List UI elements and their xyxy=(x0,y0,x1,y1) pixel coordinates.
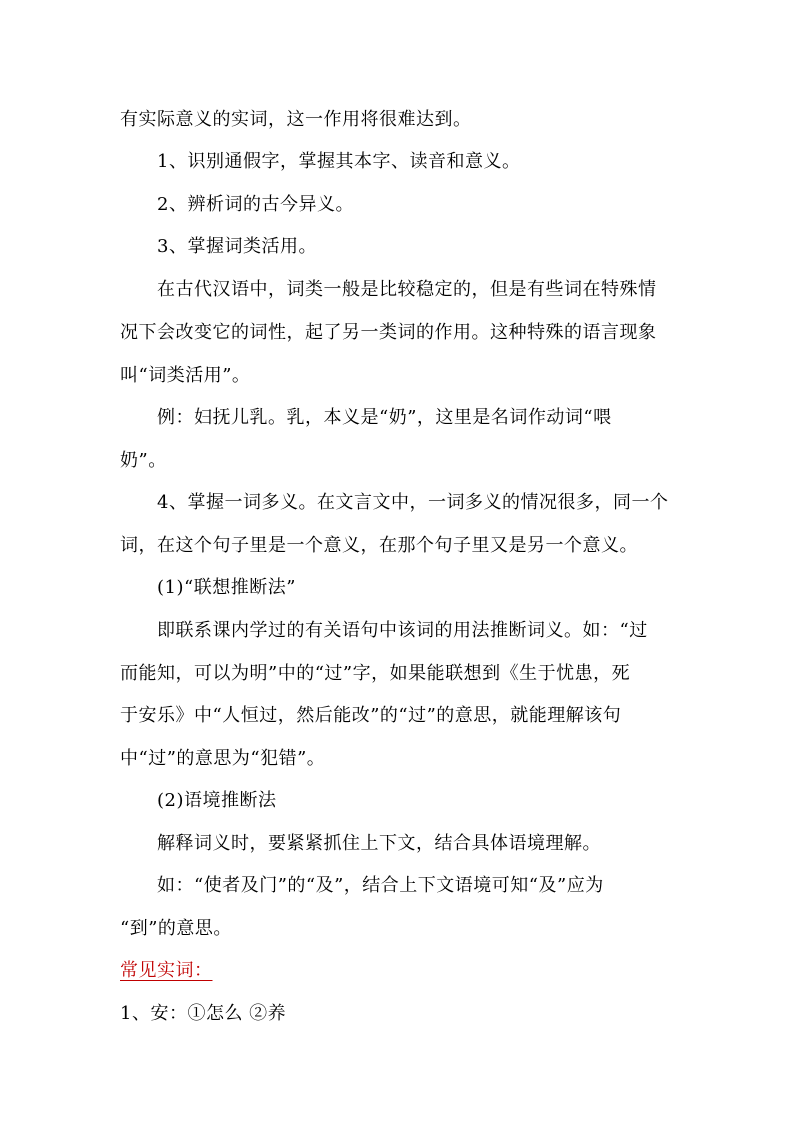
text-line: 词，在这个句子里是一个意义，在那个句子里又是另一个意义。 xyxy=(120,535,638,556)
list-item: 1、识别通假字，掌握其本字、读音和意义。 xyxy=(157,151,521,172)
text-line: 即联系课内学过的有关语句中该词的用法推断词义。如：“过 xyxy=(157,620,648,641)
text-line: 于安乐》中“人恒过，然后能改”的“过”的意思，就能理解该句 xyxy=(120,705,622,726)
text-line: 解释词义时，要紧紧抓住上下文，结合具体语境理解。 xyxy=(157,833,601,854)
subheading: (2)语境推断法 xyxy=(157,790,277,811)
text-line: 中“过”的意思为“犯错”。 xyxy=(120,748,326,769)
list-item: 1、安：①怎么 ②养 xyxy=(120,1003,287,1024)
list-item: 3、掌握词类活用。 xyxy=(157,236,317,257)
text-line: 而能知，可以为明”中的“过”字，如果能联想到《生于忧患，死 xyxy=(120,663,631,684)
text-line: 况下会改变它的词性，起了另一类词的作用。这种特殊的语言现象 xyxy=(120,322,657,343)
list-item: 4、掌握一词多义。在文言文中，一词多义的情况很多，同一个 xyxy=(157,492,669,513)
text-line: 有实际意义的实词，这一作用将很难达到。 xyxy=(120,109,472,130)
section-heading: 常见实词： xyxy=(120,960,213,981)
text-line: 在古代汉语中，词类一般是比较稳定的，但是有些词在特殊情 xyxy=(157,279,657,300)
text-line: 奶”。 xyxy=(120,450,167,471)
text-line: “到”的意思。 xyxy=(120,918,232,939)
list-item: 2、辨析词的古今异义。 xyxy=(157,194,354,215)
subheading: (1)“联想推断法” xyxy=(157,577,296,598)
text-line: 如：“使者及门”的“及”，结合上下文语境可知“及”应为 xyxy=(157,875,604,896)
text-line: 例：妇抚儿乳。乳，本义是“奶”，这里是名词作动词“喂 xyxy=(157,407,612,428)
text-line: 叫“词类活用”。 xyxy=(120,365,251,386)
